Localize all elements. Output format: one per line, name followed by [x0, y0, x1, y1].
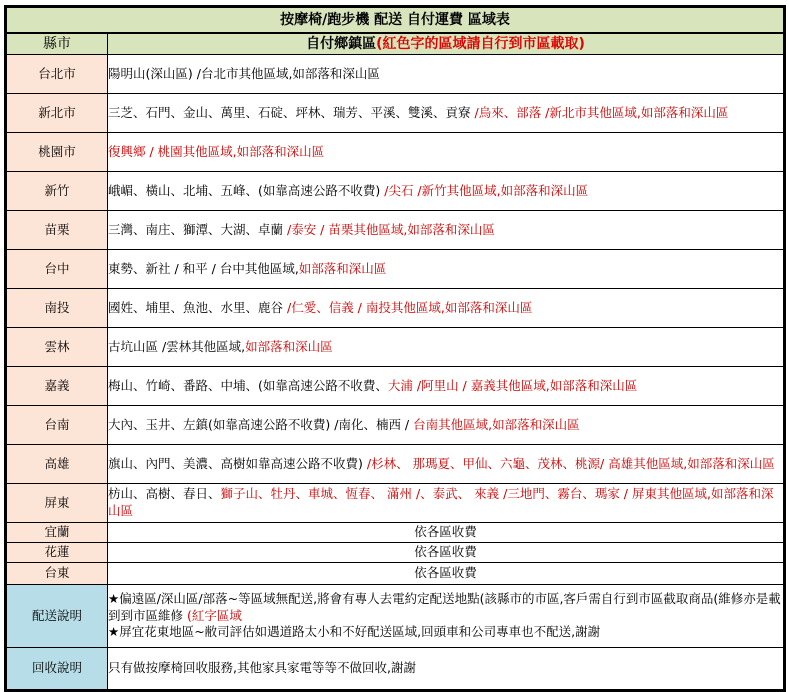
city-cell[interactable]: 苗栗 — [6, 211, 108, 250]
city-cell[interactable]: 新北市 — [6, 94, 108, 133]
table-row — [6, 484, 785, 523]
recycle-note-cell[interactable]: 只有做按摩椅回收服務,其他家具家電等等不做回收,謝謝 — [108, 648, 785, 691]
city-cell[interactable]: 嘉義 — [6, 367, 108, 406]
zone-cell[interactable] — [108, 328, 785, 367]
table-row — [6, 94, 785, 133]
zone-cell[interactable] — [108, 55, 785, 94]
city-cell[interactable]: 花蓮 — [6, 543, 108, 563]
table-row — [6, 543, 785, 563]
recycle-note-row — [6, 648, 785, 691]
city-cell[interactable]: 宜蘭 — [6, 523, 108, 543]
zone-text: 三芝、石門、金山、萬里、石碇、坪林、瑞芳、平溪、雙溪、貢寮 — [108, 104, 475, 120]
city-cell[interactable]: 台南 — [6, 406, 108, 445]
zone-text-red: 如部落和深山區 — [245, 338, 333, 354]
city-cell[interactable]: 桃園市 — [6, 133, 108, 172]
zone-cell[interactable] — [108, 172, 785, 211]
zone-text-red: 復興鄉 / 桃園其他區域,如部落和深山區 — [108, 143, 325, 159]
recycle-note-label[interactable]: 回收說明 — [6, 648, 108, 691]
zone-cell[interactable] — [108, 133, 785, 172]
zone-text: 枋山、高樹、春日、 — [108, 486, 221, 502]
table-title[interactable]: 按摩椅/跑步機 配送 自付運費 區域表 — [6, 7, 785, 34]
zone-text-red: 台南其他區域,如部落和深山區 — [413, 416, 580, 432]
zone-text-red: 大浦 /阿里山 / 嘉義其他區域,如部落和深山區 — [387, 377, 638, 393]
table-row — [6, 445, 785, 484]
zone-text-red: /泰安 / 苗栗其他區域,如部落和深山區 — [286, 221, 495, 237]
zone-text: 旗山、內門、美濃、高樹如靠高速公路不收費) — [108, 455, 367, 471]
delivery-note-cell[interactable] — [108, 585, 785, 648]
zone-text-red: /烏來、部落 /新北市其他區域,如部落和深山區 — [474, 104, 729, 120]
header-zone-label: 自付鄉鎮區 — [306, 35, 377, 52]
table-row — [6, 406, 785, 445]
zone-text-red: 如部落和深山區 — [298, 260, 387, 276]
city-cell[interactable]: 屏東 — [6, 484, 108, 523]
delivery-note-line2: ★屏宜花東地區~敝司評估如遇道路太小和不好配送區域,回頭車和公司專車也不配送,謝謝 — [108, 624, 601, 640]
zone-cell[interactable]: 依各區收費 — [108, 563, 785, 585]
delivery-note-row — [6, 585, 785, 648]
zone-text: 陽明山(深山區) /台北市其他區域,如部落和深山區 — [108, 65, 380, 81]
city-cell[interactable]: 新竹 — [6, 172, 108, 211]
zone-cell[interactable] — [108, 289, 785, 328]
table-row — [6, 172, 785, 211]
table-row — [6, 133, 785, 172]
city-cell[interactable]: 台中 — [6, 250, 108, 289]
table-row — [6, 523, 785, 543]
table-row — [6, 367, 785, 406]
zone-cell[interactable] — [108, 94, 785, 133]
table-row — [6, 55, 785, 94]
city-cell[interactable]: 南投 — [6, 289, 108, 328]
city-cell[interactable]: 台東 — [6, 563, 108, 585]
zone-text-red: 獅子山、牡丹、車城、恆春、 滿州 /、泰武、 來義 /三地門、霧台、瑪家 / 屏東其他區域,如部落和深山區 — [108, 486, 774, 518]
zone-cell[interactable] — [108, 211, 785, 250]
header-city[interactable]: 縣市 — [6, 33, 108, 55]
zone-text: 峨嵋、橫山、北埔、五峰、(如靠高速公路不收費) — [108, 182, 385, 198]
zone-cell[interactable] — [108, 445, 785, 484]
zone-cell[interactable] — [108, 367, 785, 406]
header-zone-note: (紅色字的區域請自行到市區載取) — [376, 35, 585, 52]
table-row — [6, 563, 785, 585]
table-row — [6, 211, 785, 250]
zone-text: 梅山、竹崎、番路、中埔、(如靠高速公路不收費、 — [108, 377, 388, 393]
header-row — [6, 33, 785, 55]
zone-text: 大內、玉井、左鎮(如靠高速公路不收費) /南化、楠西 / — [108, 416, 414, 432]
zone-text: 古坑山區 /雲林其他區域, — [108, 338, 246, 354]
city-cell[interactable]: 雲林 — [6, 328, 108, 367]
title-row — [6, 7, 785, 34]
zone-text: 國姓、埔里、魚池、水里、鹿谷 — [108, 299, 287, 315]
zone-text-red: /尖石 /新竹其他區域,如部落和深山區 — [384, 182, 589, 198]
zone-text: 東勢、新社 / 和平 / 台中其他區域, — [108, 260, 299, 276]
table-row — [6, 328, 785, 367]
zone-text: 三灣、南庄、獅潭、大湖、卓蘭 — [108, 221, 287, 237]
zone-text-red: /杉林、 那瑪夏、甲仙、六龜、茂林、桃源/ 高雄其他區域,如部落和深山區 — [366, 455, 775, 471]
zone-cell[interactable] — [108, 484, 785, 523]
zone-cell[interactable]: 依各區收費 — [108, 523, 785, 543]
delivery-note-label[interactable]: 配送說明 — [6, 585, 108, 648]
delivery-note-line1: ★偏遠區/深山區/部落~等區域無配送,將會有專人去電約定配送地點(該縣市的市區,客戶需自行到市區截取商品(維修亦是載到到市區維修 — [108, 590, 781, 623]
table-row — [6, 250, 785, 289]
header-zone[interactable] — [108, 33, 785, 55]
delivery-note-red: (紅字區域 — [186, 607, 242, 623]
zone-text-red: /仁愛、信義 / 南投其他區域,如部落和深山區 — [286, 299, 533, 315]
zone-cell[interactable] — [108, 250, 785, 289]
table-row — [6, 289, 785, 328]
zone-cell[interactable]: 依各區收費 — [108, 543, 785, 563]
city-cell[interactable]: 台北市 — [6, 55, 108, 94]
zone-cell[interactable] — [108, 406, 785, 445]
shipping-zone-table — [4, 5, 786, 692]
city-cell[interactable]: 高雄 — [6, 445, 108, 484]
